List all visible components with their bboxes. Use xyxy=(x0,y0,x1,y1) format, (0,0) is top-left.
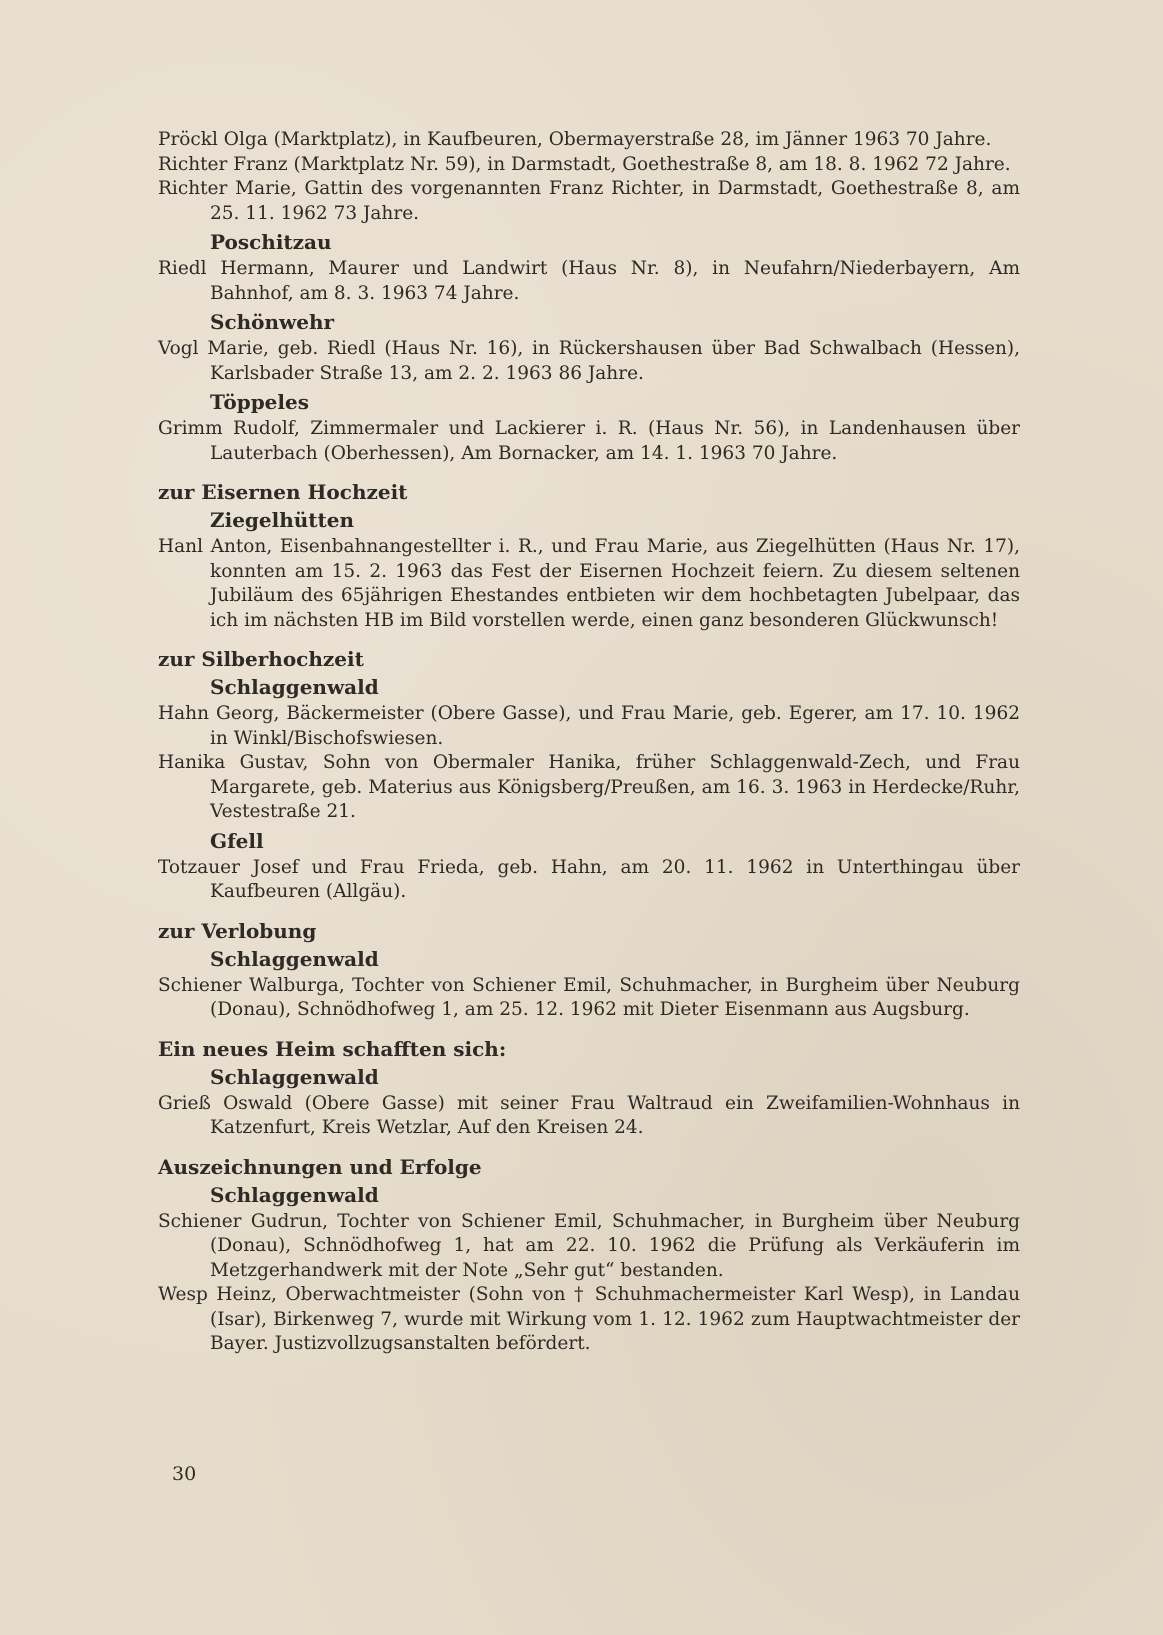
place-heading-ziegelhuetten: Ziegelhütten xyxy=(210,508,355,532)
entry-schiener-walburga: Schiener Walburga, Tochter von Schiener Emil, Schuhmacher, in Burgheim über Neuburg (Donau), Schnödhofweg 1, am 25. 12. 1962 mit Dieter Eisenmann aus Augsburg. xyxy=(158,974,1020,1020)
entry-proeckl-olga: Pröckl Olga (Marktplatz), in Kaufbeuren, Obermayerstraße 28, im Jänner 1963 70 Jahre. xyxy=(158,129,992,150)
entry-hahn-georg: Hahn Georg, Bäckermeister (Obere Gasse), und Frau Marie, geb. Egerer, am 17. 10. 1962 in Winkl/Bischofswiesen. xyxy=(158,703,1020,749)
entry-vogl-marie: Vogl Marie, geb. Riedl (Haus Nr. 16), in Rückershausen über Bad Schwalbach (Hessen), Karlsbader Straße 13, am 2. 2. 1963 86 Jahre. xyxy=(158,338,1020,384)
place-heading-toeppeles: Töppeles xyxy=(210,390,309,414)
entry-griess-oswald: Grieß Oswald (Obere Gasse) mit seiner Frau Waltraud ein Zweifamilien-Wohnhaus in Katzenfurt, Kreis Wetzlar, Auf den Kreisen 24. xyxy=(158,1092,1020,1138)
entry-hanl-anton: Hanl Anton, Eisenbahnangestellter i. R., und Frau Marie, aus Ziegelhütten (Haus Nr. 17), konnten am 15. 2. 1963 das Fest der Eisernen Hochzeit feiern. Zu diesem seltenen Jubiläum des 65jährigen Ehestandes entbieten wir dem hochbetagten Jubelpaar, das ich im nächsten HB im Bild vorstellen werde, einen ganz besonderen Glückwunsch! xyxy=(158,536,1020,631)
section-heading-neues-heim: Ein neues Heim schafften sich: xyxy=(158,1036,507,1061)
section-heading-verlobung: zur Verlobung xyxy=(158,918,317,943)
entry-grimm-rudolf: Grimm Rudolf, Zimmermaler und Lackierer i. R. (Haus Nr. 56), in Landenhausen über Lauterbach (Oberhessen), Am Bornacker, am 14. 1. 1963 70 Jahre. xyxy=(158,418,1020,464)
entry-hanika-gustav: Hanika Gustav, Sohn von Obermaler Hanika, früher Schlaggenwald-Zech, und Frau Margarete, geb. Materius aus Königsberg/Preußen, am 16. 3. 1963 in Herdecke/Ruhr, Vestestraße 21. xyxy=(158,752,1020,822)
place-heading-gfell: Gfell xyxy=(210,828,264,853)
place-heading-schlaggenwald: Schlaggenwald xyxy=(210,675,379,699)
place-heading-schoenwehr: Schönwehr xyxy=(210,310,335,334)
place-heading-schlaggenwald: Schlaggenwald xyxy=(210,1182,379,1207)
section-heading-auszeichnungen: Auszeichnungen und Erfolge xyxy=(158,1154,482,1179)
section-heading-eiserne-hochzeit: zur Eisernen Hochzeit xyxy=(158,480,408,504)
entry-wesp-heinz: Wesp Heinz, Oberwachtmeister (Sohn von † Schuhmachermeister Karl Wesp), in Landau (Isar), Birkenweg 7, wurde mit Wirkung vom 1. 12. 1962 zum Hauptwachtmeister der Bayer. Justizvollzugsanstalten befördert. xyxy=(158,1284,1020,1354)
place-heading-schlaggenwald: Schlaggenwald xyxy=(210,946,379,971)
place-heading-poschitzau: Poschitzau xyxy=(210,230,332,254)
entry-riedl-hermann: Riedl Hermann, Maurer und Landwirt (Haus Nr. 8), in Neufahrn/Niederbayern, Am Bahnhof, am 8. 3. 1963 74 Jahre. xyxy=(158,258,1020,304)
place-heading-schlaggenwald: Schlaggenwald xyxy=(210,1064,379,1089)
entry-richter-franz: Richter Franz (Marktplatz Nr. 59), in Darmstadt, Goethestraße 8, am 18. 8. 1962 72 Jahre. xyxy=(158,153,1011,175)
entry-totzauer-josef: Totzauer Josef und Frau Frieda, geb. Hahn, am 20. 11. 1962 in Unterthingau über Kaufbeuren (Allgäu). xyxy=(158,856,1020,902)
page-number: 30 xyxy=(172,1463,197,1485)
document-page xyxy=(158,128,1020,1357)
entry-richter-marie: Richter Marie, Gattin des vorgenannten Franz Richter, in Darmstadt, Goethestraße 8, am 25. 11. 1962 73 Jahre. xyxy=(158,178,1020,224)
section-heading-silberhochzeit: zur Silberhochzeit xyxy=(158,647,364,671)
entry-schiener-gudrun: Schiener Gudrun, Tochter von Schiener Emil, Schuhmacher, in Burgheim über Neuburg (Donau), Schnödhofweg 1, hat am 22. 10. 1962 die Prüfung als Verkäuferin im Metzgerhandwerk mit der Note „Sehr gut“ bestanden. xyxy=(158,1210,1020,1281)
